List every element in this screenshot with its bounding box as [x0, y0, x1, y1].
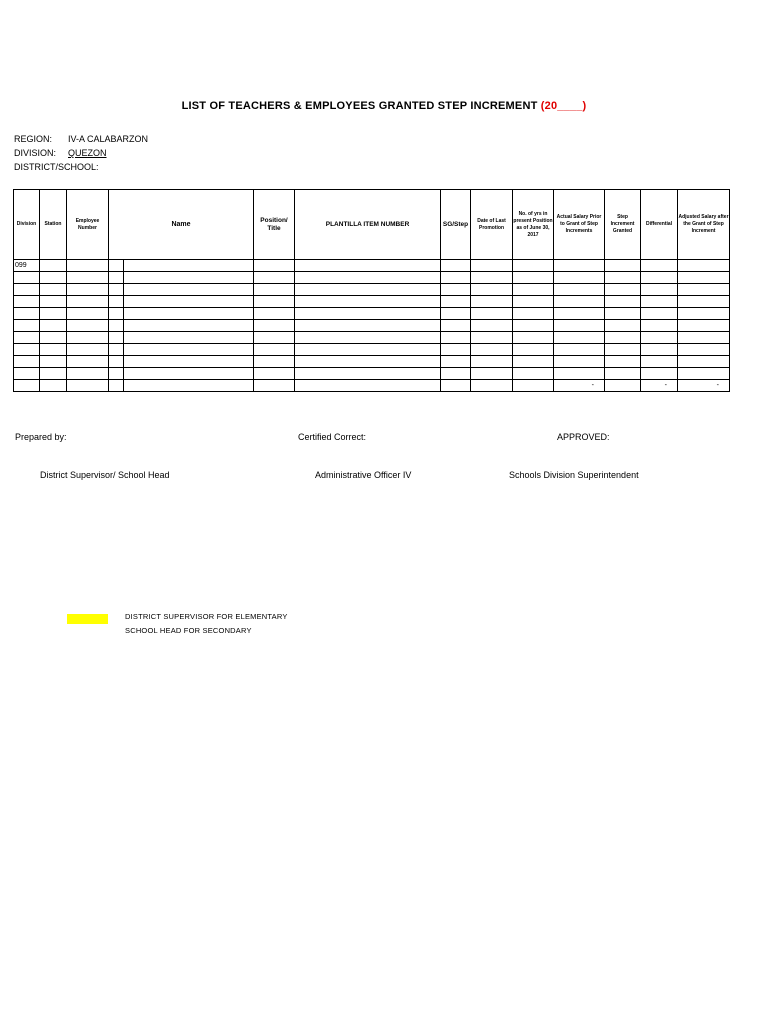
table-cell — [471, 332, 513, 344]
table-cell — [254, 272, 295, 284]
table-cell — [109, 296, 124, 308]
table-cell — [441, 272, 471, 284]
table-cell — [471, 368, 513, 380]
table-cell — [67, 308, 109, 320]
table-cell — [513, 284, 554, 296]
division-value: QUEZON — [68, 148, 107, 158]
table-cell — [254, 320, 295, 332]
table-cell — [14, 368, 40, 380]
table-cell — [605, 320, 641, 332]
table-cell — [40, 332, 67, 344]
table-cell — [554, 368, 605, 380]
table-cell — [40, 308, 67, 320]
table-cell — [295, 260, 441, 272]
table-cell — [40, 296, 67, 308]
table-cell — [67, 272, 109, 284]
table-cell — [441, 320, 471, 332]
table-cell — [14, 332, 40, 344]
table-cell — [295, 296, 441, 308]
table-cell — [678, 272, 730, 284]
table-cell — [554, 320, 605, 332]
table-cell — [67, 356, 109, 368]
table-cell — [513, 356, 554, 368]
table-cell — [254, 368, 295, 380]
col-employee-number: Employee Number — [67, 190, 109, 260]
table-row — [14, 320, 730, 332]
table-cell — [441, 356, 471, 368]
table-cell — [678, 356, 730, 368]
table-cell — [40, 260, 67, 272]
table-cell — [678, 308, 730, 320]
table-cell — [14, 344, 40, 356]
table-cell: - — [554, 380, 605, 392]
table-cell — [124, 308, 254, 320]
table-cell — [641, 344, 678, 356]
table-cell — [254, 332, 295, 344]
table-cell — [109, 368, 124, 380]
table-cell — [605, 368, 641, 380]
table-cell — [554, 260, 605, 272]
region-label: REGION: — [14, 134, 53, 144]
table-cell — [254, 380, 295, 392]
title-text: LIST OF TEACHERS & EMPLOYEES GRANTED STEP INCREMENT — [181, 100, 541, 112]
table-cell — [254, 308, 295, 320]
table-cell — [295, 344, 441, 356]
table-cell — [67, 368, 109, 380]
col-station: Station — [40, 190, 67, 260]
col-actual-salary: Actual Salary Prior to Grant of Step Increments — [554, 190, 605, 260]
table-cell — [124, 344, 254, 356]
table-cell — [513, 368, 554, 380]
table-cell — [109, 272, 124, 284]
table-cell — [67, 284, 109, 296]
table-cell — [554, 296, 605, 308]
table-cell — [605, 344, 641, 356]
table-cell — [124, 356, 254, 368]
legend-swatch — [67, 614, 108, 624]
table-cell — [605, 272, 641, 284]
prepared-by-label: Prepared by: — [15, 432, 67, 442]
table-cell — [471, 356, 513, 368]
table-cell — [678, 296, 730, 308]
table-cell — [441, 296, 471, 308]
table-cell — [678, 332, 730, 344]
table-cell — [254, 356, 295, 368]
table-cell — [605, 332, 641, 344]
col-plantilla: PLANTILLA ITEM NUMBER — [295, 190, 441, 260]
table-cell — [678, 260, 730, 272]
col-step-increment: Step Increment Granted — [605, 190, 641, 260]
table-cell — [441, 332, 471, 344]
table-cell — [124, 332, 254, 344]
table-cell — [441, 380, 471, 392]
table-cell: 099 — [14, 260, 40, 272]
table-cell — [441, 284, 471, 296]
district-label: DISTRICT/SCHOOL: — [14, 162, 99, 172]
table-cell — [441, 308, 471, 320]
table-cell — [124, 260, 254, 272]
table-cell — [513, 296, 554, 308]
table-cell — [441, 344, 471, 356]
table-cell — [554, 284, 605, 296]
table-cell — [471, 272, 513, 284]
page-title — [0, 100, 768, 112]
table-cell — [295, 356, 441, 368]
table-cell — [554, 308, 605, 320]
table-cell — [605, 380, 641, 392]
col-years-present: No. of yrs in present Position as of June 30, 2017 — [513, 190, 554, 260]
step-increment-table — [13, 189, 730, 392]
table-cell — [254, 344, 295, 356]
table-cell — [254, 260, 295, 272]
table-cell — [678, 320, 730, 332]
table-cell — [109, 320, 124, 332]
table-cell — [605, 260, 641, 272]
table-cell — [109, 380, 124, 392]
table-cell — [40, 356, 67, 368]
table-cell: - — [641, 380, 678, 392]
table-cell — [109, 356, 124, 368]
table-cell — [513, 344, 554, 356]
table-row — [14, 308, 730, 320]
table-cell — [641, 272, 678, 284]
table-cell — [641, 260, 678, 272]
table-cell — [641, 296, 678, 308]
legend-line-2: SCHOOL HEAD FOR SECONDARY — [125, 626, 252, 635]
table-cell — [554, 332, 605, 344]
table-cell — [471, 320, 513, 332]
table-cell — [254, 296, 295, 308]
table-row — [14, 332, 730, 344]
title-year: (20____) — [540, 100, 587, 112]
table-cell — [124, 380, 254, 392]
table-cell — [14, 272, 40, 284]
certified-signatory: Administrative Officer IV — [315, 470, 412, 480]
table-cell — [441, 368, 471, 380]
legend-line-1: DISTRICT SUPERVISOR FOR ELEMENTARY — [125, 612, 288, 621]
table-cell — [605, 284, 641, 296]
table-cell — [40, 380, 67, 392]
table-cell — [109, 308, 124, 320]
table-cell — [67, 380, 109, 392]
table-cell — [295, 332, 441, 344]
table-row — [14, 284, 730, 296]
table-cell — [513, 260, 554, 272]
table-cell — [678, 368, 730, 380]
table-cell — [40, 284, 67, 296]
approved-label: APPROVED: — [557, 432, 610, 442]
col-last-promotion: Date of Last Promotion — [471, 190, 513, 260]
table-cell — [471, 284, 513, 296]
table-cell — [605, 356, 641, 368]
table-cell — [513, 380, 554, 392]
table-cell — [295, 272, 441, 284]
table-cell — [67, 296, 109, 308]
col-differential: Differential — [641, 190, 678, 260]
table-cell — [513, 308, 554, 320]
table-row — [14, 296, 730, 308]
table-cell — [67, 332, 109, 344]
col-sg-step: SG/Step — [441, 190, 471, 260]
table-cell — [40, 272, 67, 284]
table-cell — [67, 344, 109, 356]
table-cell — [14, 308, 40, 320]
table-cell — [109, 344, 124, 356]
table-row — [14, 344, 730, 356]
col-position: Position/ Title — [254, 190, 295, 260]
division-label: DIVISION: — [14, 148, 57, 158]
header-row — [14, 190, 730, 260]
table-cell — [124, 284, 254, 296]
prepared-signatory: District Supervisor/ School Head — [40, 470, 170, 480]
table-cell — [678, 344, 730, 356]
table-cell — [641, 368, 678, 380]
table-cell — [14, 296, 40, 308]
table-cell — [471, 260, 513, 272]
table-cell: - — [678, 380, 730, 392]
table-row — [14, 368, 730, 380]
table-cell — [605, 296, 641, 308]
table-cell — [14, 284, 40, 296]
table-cell — [471, 296, 513, 308]
table-cell — [678, 284, 730, 296]
table-cell — [40, 320, 67, 332]
table-cell — [14, 380, 40, 392]
table-cell — [471, 308, 513, 320]
table-cell — [40, 368, 67, 380]
table-row — [14, 356, 730, 368]
table-row — [14, 272, 730, 284]
table-cell — [254, 284, 295, 296]
table-cell — [554, 344, 605, 356]
table-row — [14, 260, 730, 272]
certified-label: Certified Correct: — [298, 432, 367, 442]
col-name: Name — [109, 190, 254, 260]
table-cell — [14, 356, 40, 368]
table-cell — [554, 272, 605, 284]
table-cell — [109, 260, 124, 272]
col-adjusted-salary: Adjusted Salary after the Grant of Step Increment — [678, 190, 730, 260]
table-cell — [641, 320, 678, 332]
table-cell — [124, 296, 254, 308]
table-cell — [67, 260, 109, 272]
table-cell — [109, 284, 124, 296]
table-cell — [513, 332, 554, 344]
approved-signatory: Schools Division Superintendent — [509, 470, 639, 480]
table-cell — [295, 380, 441, 392]
table-cell — [641, 356, 678, 368]
table-cell — [14, 320, 40, 332]
region-line — [14, 134, 148, 144]
table-cell — [513, 320, 554, 332]
col-division: Division — [14, 190, 40, 260]
district-line — [14, 162, 99, 172]
table-cell — [124, 272, 254, 284]
table-cell — [641, 284, 678, 296]
table-cell — [109, 332, 124, 344]
table-cell — [295, 308, 441, 320]
table-cell — [124, 368, 254, 380]
table-cell — [295, 284, 441, 296]
table-row — [14, 380, 730, 392]
table-cell — [295, 320, 441, 332]
table-cell — [513, 272, 554, 284]
table-cell — [295, 368, 441, 380]
table-cell — [641, 332, 678, 344]
table-cell — [124, 320, 254, 332]
table-cell — [554, 356, 605, 368]
table-cell — [605, 308, 641, 320]
division-line — [14, 148, 107, 158]
table-cell — [40, 344, 67, 356]
table-cell — [441, 260, 471, 272]
table-cell — [471, 380, 513, 392]
table-cell — [641, 308, 678, 320]
table-body — [14, 260, 730, 392]
region-value: IV-A CALABARZON — [68, 134, 149, 144]
table-cell — [67, 320, 109, 332]
table-cell — [471, 344, 513, 356]
